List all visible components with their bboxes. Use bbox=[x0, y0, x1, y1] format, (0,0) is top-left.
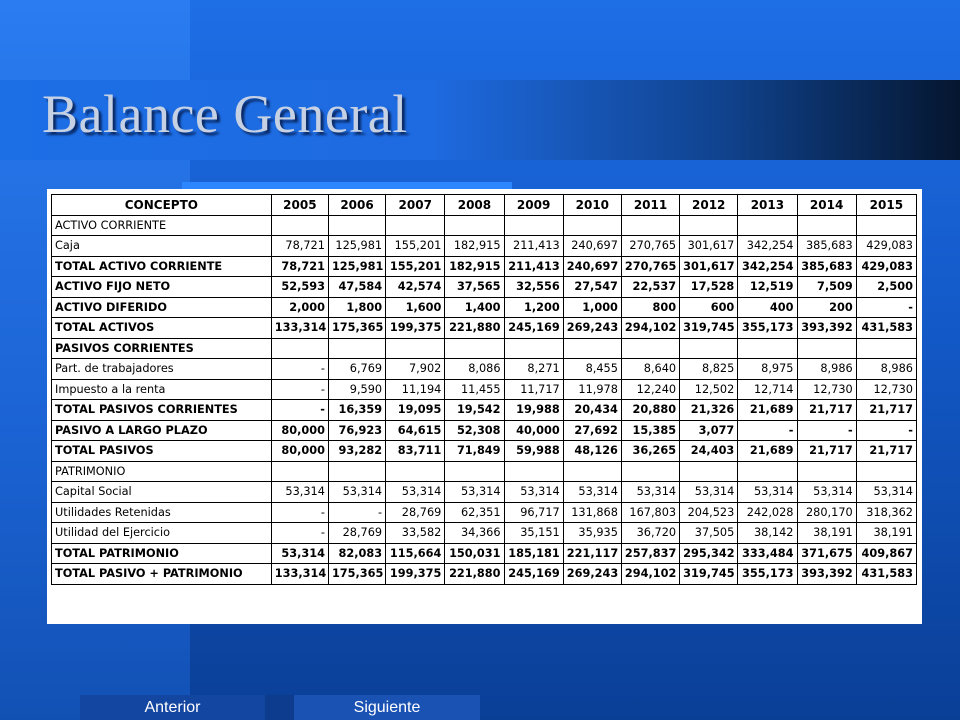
cell-value bbox=[504, 461, 563, 482]
cell-value: 32,556 bbox=[504, 277, 563, 298]
cell-value: 8,975 bbox=[738, 359, 797, 380]
cell-value: 8,640 bbox=[621, 359, 679, 380]
cell-value: 12,502 bbox=[680, 379, 738, 400]
cell-value: 294,102 bbox=[621, 318, 679, 339]
cell-value bbox=[445, 338, 504, 359]
row-label: Capital Social bbox=[52, 482, 272, 503]
cell-value: 342,254 bbox=[738, 256, 797, 277]
cell-value: 21,717 bbox=[797, 400, 856, 421]
cell-value: 27,547 bbox=[563, 277, 621, 298]
cell-value: 269,243 bbox=[563, 318, 621, 339]
cell-value bbox=[563, 338, 621, 359]
cell-value: 133,314 bbox=[271, 318, 328, 339]
table-row bbox=[52, 441, 917, 462]
nav-divider bbox=[265, 695, 294, 720]
header-year: 2012 bbox=[680, 195, 738, 216]
cell-value: 11,455 bbox=[445, 379, 504, 400]
row-label: TOTAL PASIVOS bbox=[52, 441, 272, 462]
cell-value: 295,342 bbox=[680, 543, 738, 564]
cell-value: 393,392 bbox=[797, 318, 856, 339]
cell-value: 36,720 bbox=[621, 523, 679, 544]
cell-value: 64,615 bbox=[386, 420, 445, 441]
cell-value: 22,537 bbox=[621, 277, 679, 298]
cell-value: 204,523 bbox=[680, 502, 738, 523]
cell-value: 167,803 bbox=[621, 502, 679, 523]
cell-value: 2,500 bbox=[856, 277, 916, 298]
cell-value: 355,173 bbox=[738, 564, 797, 585]
cell-value bbox=[386, 338, 445, 359]
cell-value: 319,745 bbox=[680, 564, 738, 585]
cell-value: 240,697 bbox=[563, 236, 621, 257]
cell-value: 8,825 bbox=[680, 359, 738, 380]
cell-value: - bbox=[271, 379, 328, 400]
cell-value: 182,915 bbox=[445, 236, 504, 257]
cell-value bbox=[271, 215, 328, 236]
cell-value bbox=[328, 215, 385, 236]
cell-value bbox=[856, 461, 916, 482]
cell-value bbox=[856, 338, 916, 359]
cell-value: 59,988 bbox=[504, 441, 563, 462]
header-year: 2010 bbox=[563, 195, 621, 216]
previous-button[interactable]: Anterior bbox=[80, 695, 265, 720]
header-year: 2006 bbox=[328, 195, 385, 216]
cell-value: 21,689 bbox=[738, 441, 797, 462]
cell-value: 83,711 bbox=[386, 441, 445, 462]
cell-value: 221,880 bbox=[445, 564, 504, 585]
cell-value bbox=[504, 338, 563, 359]
cell-value: 431,583 bbox=[856, 564, 916, 585]
cell-value: 37,565 bbox=[445, 277, 504, 298]
cell-value: 76,923 bbox=[328, 420, 385, 441]
cell-value: 371,675 bbox=[797, 543, 856, 564]
cell-value: 409,867 bbox=[856, 543, 916, 564]
cell-value: 355,173 bbox=[738, 318, 797, 339]
cell-value: 2,000 bbox=[271, 297, 328, 318]
cell-value: 52,593 bbox=[271, 277, 328, 298]
cell-value: 333,484 bbox=[738, 543, 797, 564]
cell-value bbox=[680, 338, 738, 359]
header-year: 2015 bbox=[856, 195, 916, 216]
cell-value: 150,031 bbox=[445, 543, 504, 564]
cell-value: 12,730 bbox=[797, 379, 856, 400]
cell-value: 7,509 bbox=[797, 277, 856, 298]
table-row bbox=[52, 543, 917, 564]
table-row bbox=[52, 338, 917, 359]
header-year: 2007 bbox=[386, 195, 445, 216]
cell-value: 393,392 bbox=[797, 564, 856, 585]
cell-value: 270,765 bbox=[621, 236, 679, 257]
cell-value: 21,717 bbox=[856, 400, 916, 421]
cell-value: 1,600 bbox=[386, 297, 445, 318]
cell-value bbox=[680, 461, 738, 482]
cell-value: 8,086 bbox=[445, 359, 504, 380]
cell-value: 800 bbox=[621, 297, 679, 318]
cell-value: - bbox=[271, 359, 328, 380]
cell-value: 385,683 bbox=[797, 256, 856, 277]
cell-value: 53,314 bbox=[797, 482, 856, 503]
cell-value bbox=[797, 338, 856, 359]
table-row bbox=[52, 564, 917, 585]
slide-title: Balance General bbox=[42, 84, 408, 144]
cell-value: 36,265 bbox=[621, 441, 679, 462]
row-label: ACTIVO CORRIENTE bbox=[52, 215, 272, 236]
table-row bbox=[52, 277, 917, 298]
cell-value: 53,314 bbox=[856, 482, 916, 503]
cell-value: 175,365 bbox=[328, 564, 385, 585]
cell-value: 9,590 bbox=[328, 379, 385, 400]
table-row bbox=[52, 502, 917, 523]
cell-value bbox=[271, 338, 328, 359]
cell-value: 28,769 bbox=[386, 502, 445, 523]
cell-value: 12,730 bbox=[856, 379, 916, 400]
cell-value: 342,254 bbox=[738, 236, 797, 257]
cell-value: 11,978 bbox=[563, 379, 621, 400]
cell-value: 38,191 bbox=[797, 523, 856, 544]
row-label: Caja bbox=[52, 236, 272, 257]
cell-value: 37,505 bbox=[680, 523, 738, 544]
cell-value: 200 bbox=[797, 297, 856, 318]
cell-value: 12,240 bbox=[621, 379, 679, 400]
cell-value: 82,083 bbox=[328, 543, 385, 564]
cell-value: 301,617 bbox=[680, 236, 738, 257]
cell-value bbox=[504, 215, 563, 236]
cell-value: 1,200 bbox=[504, 297, 563, 318]
cell-value bbox=[328, 338, 385, 359]
cell-value: - bbox=[271, 523, 328, 544]
header-year: 2005 bbox=[271, 195, 328, 216]
cell-value bbox=[856, 215, 916, 236]
cell-value bbox=[328, 461, 385, 482]
cell-value: 12,714 bbox=[738, 379, 797, 400]
cell-value: 6,769 bbox=[328, 359, 385, 380]
row-label: Utilidad del Ejercicio bbox=[52, 523, 272, 544]
cell-value: 429,083 bbox=[856, 256, 916, 277]
cell-value: 42,574 bbox=[386, 277, 445, 298]
cell-value: 35,151 bbox=[504, 523, 563, 544]
cell-value: 53,314 bbox=[621, 482, 679, 503]
cell-value: - bbox=[856, 297, 916, 318]
cell-value: 400 bbox=[738, 297, 797, 318]
cell-value: 175,365 bbox=[328, 318, 385, 339]
cell-value: 38,142 bbox=[738, 523, 797, 544]
cell-value: 221,880 bbox=[445, 318, 504, 339]
cell-value bbox=[563, 461, 621, 482]
table-row bbox=[52, 379, 917, 400]
row-label: TOTAL PASIVOS CORRIENTES bbox=[52, 400, 272, 421]
cell-value: 318,362 bbox=[856, 502, 916, 523]
cell-value: 53,314 bbox=[271, 482, 328, 503]
cell-value: 1,000 bbox=[563, 297, 621, 318]
cell-value: 28,769 bbox=[328, 523, 385, 544]
cell-value: 53,314 bbox=[504, 482, 563, 503]
cell-value: 12,519 bbox=[738, 277, 797, 298]
header-concepto: CONCEPTO bbox=[52, 195, 272, 216]
cell-value: 125,981 bbox=[328, 256, 385, 277]
cell-value: 131,868 bbox=[563, 502, 621, 523]
cell-value: 8,455 bbox=[563, 359, 621, 380]
cell-value: 21,717 bbox=[797, 441, 856, 462]
cell-value: - bbox=[738, 420, 797, 441]
cell-value: 3,077 bbox=[680, 420, 738, 441]
cell-value bbox=[445, 215, 504, 236]
cell-value: 245,169 bbox=[504, 564, 563, 585]
cell-value: 78,721 bbox=[271, 236, 328, 257]
cell-value bbox=[680, 215, 738, 236]
table-row bbox=[52, 359, 917, 380]
cell-value: 40,000 bbox=[504, 420, 563, 441]
cell-value: 53,314 bbox=[680, 482, 738, 503]
cell-value: 19,542 bbox=[445, 400, 504, 421]
cell-value bbox=[445, 461, 504, 482]
cell-value: 1,800 bbox=[328, 297, 385, 318]
table-row bbox=[52, 236, 917, 257]
cell-value: 269,243 bbox=[563, 564, 621, 585]
cell-value: 53,314 bbox=[445, 482, 504, 503]
cell-value: 155,201 bbox=[386, 256, 445, 277]
row-label: TOTAL PASIVO + PATRIMONIO bbox=[52, 564, 272, 585]
cell-value: 240,697 bbox=[563, 256, 621, 277]
cell-value: 182,915 bbox=[445, 256, 504, 277]
table-row bbox=[52, 215, 917, 236]
cell-value: - bbox=[271, 502, 328, 523]
cell-value: 33,582 bbox=[386, 523, 445, 544]
cell-value bbox=[563, 215, 621, 236]
cell-value: 47,584 bbox=[328, 277, 385, 298]
cell-value: 294,102 bbox=[621, 564, 679, 585]
cell-value: 185,181 bbox=[504, 543, 563, 564]
cell-value: 78,721 bbox=[271, 256, 328, 277]
cell-value bbox=[797, 461, 856, 482]
cell-value: 245,169 bbox=[504, 318, 563, 339]
row-label: PASIVO A LARGO PLAZO bbox=[52, 420, 272, 441]
cell-value: 319,745 bbox=[680, 318, 738, 339]
cell-value: 80,000 bbox=[271, 441, 328, 462]
cell-value: 8,986 bbox=[797, 359, 856, 380]
table-row bbox=[52, 400, 917, 421]
row-label: TOTAL PATRIMONIO bbox=[52, 543, 272, 564]
cell-value: 11,194 bbox=[386, 379, 445, 400]
cell-value: 7,902 bbox=[386, 359, 445, 380]
cell-value: 19,095 bbox=[386, 400, 445, 421]
cell-value: 1,400 bbox=[445, 297, 504, 318]
row-label: Impuesto a la renta bbox=[52, 379, 272, 400]
cell-value: 20,880 bbox=[621, 400, 679, 421]
header-year: 2014 bbox=[797, 195, 856, 216]
cell-value: - bbox=[797, 420, 856, 441]
cell-value: 19,988 bbox=[504, 400, 563, 421]
cell-value bbox=[738, 461, 797, 482]
cell-value: 385,683 bbox=[797, 236, 856, 257]
cell-value: 211,413 bbox=[504, 256, 563, 277]
cell-value: - bbox=[271, 400, 328, 421]
cell-value: 53,314 bbox=[563, 482, 621, 503]
cell-value: - bbox=[856, 420, 916, 441]
balance-table bbox=[51, 194, 917, 585]
table-row bbox=[52, 256, 917, 277]
cell-value: 53,314 bbox=[738, 482, 797, 503]
cell-value: 52,308 bbox=[445, 420, 504, 441]
cell-value: 242,028 bbox=[738, 502, 797, 523]
header-year: 2009 bbox=[504, 195, 563, 216]
cell-value bbox=[621, 461, 679, 482]
cell-value: 115,664 bbox=[386, 543, 445, 564]
cell-value: 53,314 bbox=[271, 543, 328, 564]
table-body bbox=[52, 215, 917, 584]
cell-value: 125,981 bbox=[328, 236, 385, 257]
cell-value: 53,314 bbox=[386, 482, 445, 503]
cell-value: 16,359 bbox=[328, 400, 385, 421]
cell-value: 53,314 bbox=[328, 482, 385, 503]
next-button[interactable]: Siguiente bbox=[294, 695, 480, 720]
cell-value: 71,849 bbox=[445, 441, 504, 462]
cell-value: 8,986 bbox=[856, 359, 916, 380]
cell-value bbox=[797, 215, 856, 236]
cell-value: 93,282 bbox=[328, 441, 385, 462]
cell-value: 21,717 bbox=[856, 441, 916, 462]
cell-value: 27,692 bbox=[563, 420, 621, 441]
cell-value: 199,375 bbox=[386, 318, 445, 339]
cell-value: 21,689 bbox=[738, 400, 797, 421]
cell-value: 155,201 bbox=[386, 236, 445, 257]
cell-value: 15,385 bbox=[621, 420, 679, 441]
cell-value bbox=[621, 215, 679, 236]
cell-value: 35,935 bbox=[563, 523, 621, 544]
header-year: 2011 bbox=[621, 195, 679, 216]
cell-value: 600 bbox=[680, 297, 738, 318]
cell-value: 48,126 bbox=[563, 441, 621, 462]
cell-value bbox=[621, 338, 679, 359]
cell-value: 21,326 bbox=[680, 400, 738, 421]
cell-value: 301,617 bbox=[680, 256, 738, 277]
table-row bbox=[52, 420, 917, 441]
table-row bbox=[52, 318, 917, 339]
table-row bbox=[52, 482, 917, 503]
row-label: PATRIMONIO bbox=[52, 461, 272, 482]
cell-value: 221,117 bbox=[563, 543, 621, 564]
cell-value: 199,375 bbox=[386, 564, 445, 585]
table-row bbox=[52, 523, 917, 544]
cell-value: 270,765 bbox=[621, 256, 679, 277]
cell-value: 280,170 bbox=[797, 502, 856, 523]
cell-value bbox=[738, 338, 797, 359]
cell-value: 20,434 bbox=[563, 400, 621, 421]
table-row bbox=[52, 297, 917, 318]
cell-value: 34,366 bbox=[445, 523, 504, 544]
cell-value: 11,717 bbox=[504, 379, 563, 400]
cell-value: 38,191 bbox=[856, 523, 916, 544]
cell-value: 211,413 bbox=[504, 236, 563, 257]
row-label: TOTAL ACTIVO CORRIENTE bbox=[52, 256, 272, 277]
row-label: ACTIVO FIJO NETO bbox=[52, 277, 272, 298]
table-row bbox=[52, 461, 917, 482]
cell-value: 80,000 bbox=[271, 420, 328, 441]
row-label: Part. de trabajadores bbox=[52, 359, 272, 380]
header-year: 2013 bbox=[738, 195, 797, 216]
cell-value bbox=[738, 215, 797, 236]
table-header-row bbox=[52, 195, 917, 216]
cell-value bbox=[271, 461, 328, 482]
cell-value bbox=[386, 461, 445, 482]
row-label: ACTIVO DIFERIDO bbox=[52, 297, 272, 318]
cell-value: 429,083 bbox=[856, 236, 916, 257]
row-label: PASIVOS CORRIENTES bbox=[52, 338, 272, 359]
cell-value: 96,717 bbox=[504, 502, 563, 523]
row-label: TOTAL ACTIVOS bbox=[52, 318, 272, 339]
cell-value: 17,528 bbox=[680, 277, 738, 298]
cell-value bbox=[386, 215, 445, 236]
cell-value: 431,583 bbox=[856, 318, 916, 339]
cell-value: 257,837 bbox=[621, 543, 679, 564]
cell-value: 8,271 bbox=[504, 359, 563, 380]
header-year: 2008 bbox=[445, 195, 504, 216]
row-label: Utilidades Retenidas bbox=[52, 502, 272, 523]
cell-value: 62,351 bbox=[445, 502, 504, 523]
cell-value: 24,403 bbox=[680, 441, 738, 462]
cell-value: 133,314 bbox=[271, 564, 328, 585]
cell-value: - bbox=[328, 502, 385, 523]
balance-table-container bbox=[47, 189, 922, 624]
